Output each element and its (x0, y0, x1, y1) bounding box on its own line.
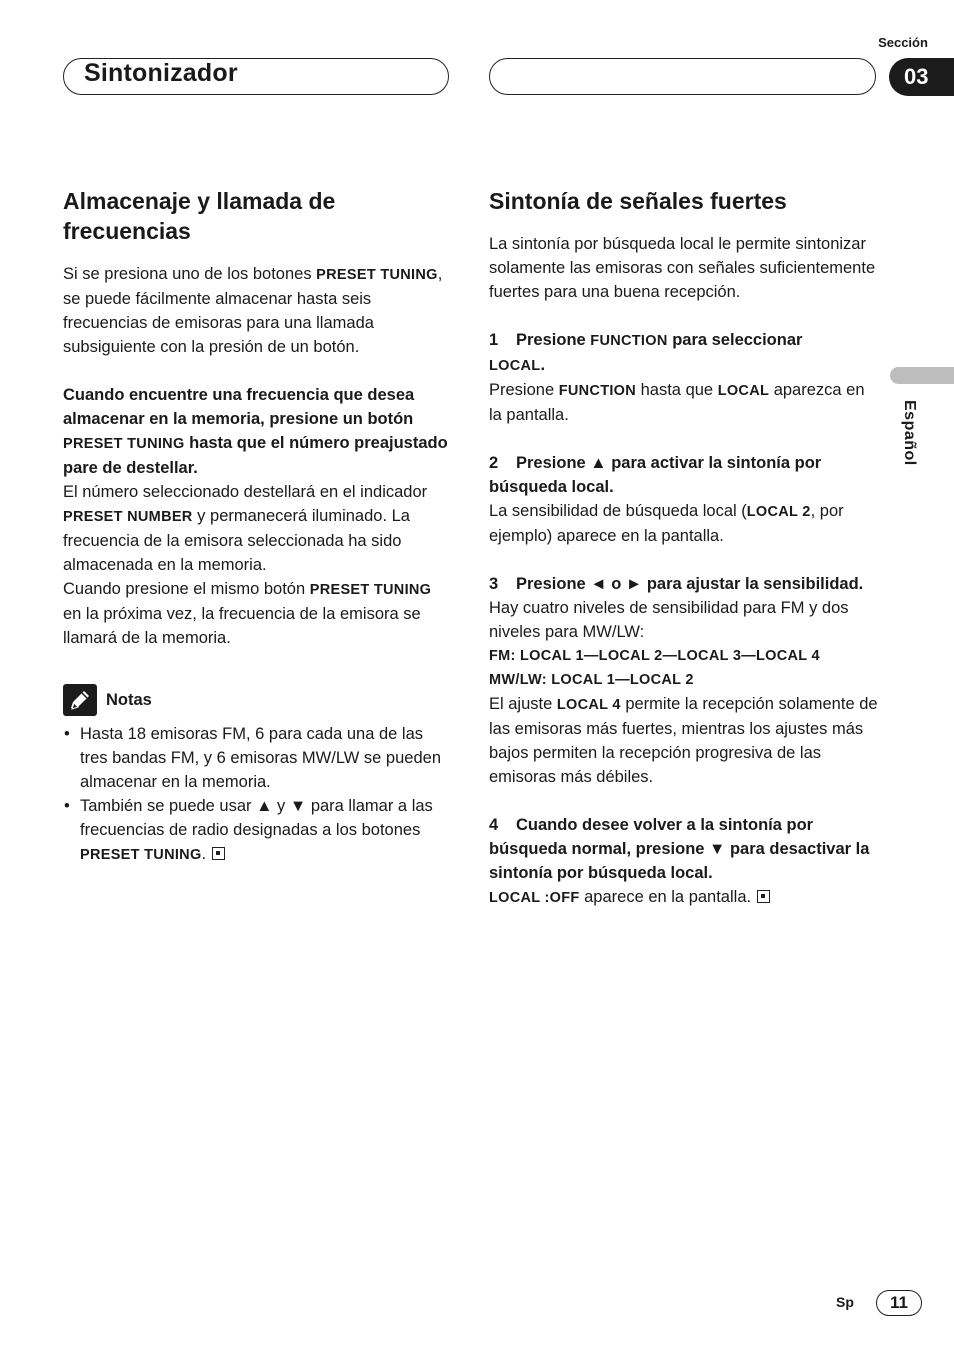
page-number: 11 (876, 1290, 922, 1316)
page-title: Sintonizador (84, 59, 238, 87)
down-arrow-icon: ▼ (289, 797, 307, 815)
down-arrow-icon: ▼ (709, 840, 726, 858)
left-column (63, 186, 453, 867)
up-arrow-icon: ▲ (590, 454, 607, 472)
step-2-title: 2 Presione ▲ para activar la sintonía por búsqueda local. (489, 454, 822, 496)
presets-desc-2: Cuando presione el mismo botón PRESET TUNING en la próxima vez, la frecuencia de la emisora se llamará de la memoria. (63, 580, 432, 647)
end-of-section-icon (757, 890, 770, 903)
right-arrow-icon: ► (625, 575, 643, 593)
notes-header (63, 684, 453, 716)
end-of-section-icon (212, 847, 225, 860)
section-heading-local: Sintonía de señales fuertes (489, 188, 787, 214)
step-2-body: La sensibilidad de búsqueda local (LOCAL 2, por ejemplo) aparece en la pantalla. (489, 502, 844, 545)
header-blank-frame (489, 58, 876, 95)
step-4-title: 4 Cuando desee volver a la sintonía por búsqueda normal, presione ▼ para desactivar la sintonía por búsqueda local. (489, 816, 870, 882)
language-tab-label: Español (901, 400, 918, 466)
pencil-icon (63, 684, 97, 716)
note-item: • Hasta 18 emisoras FM, 6 para cada una de las tres bandas FM, y 6 emisoras MW/LW se pueden almacenar en la memoria. (63, 722, 453, 794)
note-item: • También se puede usar ▲ y ▼ para llamar a las frecuencias de radio designadas a los botones PRESET TUNING. (63, 794, 453, 867)
local-intro: La sintonía por búsqueda local le permite sintonizar solamente las emisoras con señales suficientemente fuertes para una buena recepción. (489, 235, 876, 301)
mwlw-levels: MW/LW: LOCAL 1—LOCAL 2 (489, 672, 694, 688)
presets-desc-1: El número seleccionado destellará en el indicador PRESET NUMBER y permanecerá iluminado. La frecuencia de la emisora seleccionada ha sido almacenada en la memoria. (63, 483, 428, 574)
section-number-badge: 03 (889, 58, 954, 96)
step-3-body: Hay cuatro niveles de sensibilidad para FM y dos niveles para MW/LW: (489, 599, 849, 641)
section-heading-presets: Almacenaje y llamada de frecuencias (63, 188, 336, 244)
presets-intro: Si se presiona uno de los botones PRESET TUNING, se puede fácilmente almacenar hasta seis frecuencias de emisoras para una llamada subsiguiente con la presión de un botón. (63, 265, 443, 356)
step-3-title: 3 Presione ◄ o ► para ajustar la sensibilidad. (489, 575, 864, 593)
footer-language-code: Sp (836, 1294, 854, 1310)
right-column (489, 186, 881, 910)
step-4-body: LOCAL :OFF aparece en la pantalla. (489, 885, 881, 910)
up-arrow-icon: ▲ (256, 797, 273, 815)
left-arrow-icon: ◄ (590, 575, 607, 593)
fm-levels: FM: LOCAL 1—LOCAL 2—LOCAL 3—LOCAL 4 (489, 648, 820, 664)
language-tab-marker (890, 367, 954, 384)
notes-label: Notas (106, 691, 152, 709)
step-1-title: 1 Presione FUNCTION para seleccionar LOCAL. (489, 331, 803, 374)
notes-list (63, 722, 453, 867)
presets-instruction: Cuando encuentre una frecuencia que desea almacenar en la memoria, presione un botón PRESET TUNING hasta que el número preajustado pare de destellar. (63, 386, 448, 477)
step-1-body: Presione FUNCTION hasta que LOCAL aparezca en la pantalla. (489, 381, 865, 424)
step-3-body-2: El ajuste LOCAL 4 permite la recepción solamente de las emisoras más fuertes, mientras los ajustes más bajos permiten la recepción progresiva de las emisoras más débiles. (489, 695, 878, 786)
section-label: Sección (878, 35, 928, 50)
